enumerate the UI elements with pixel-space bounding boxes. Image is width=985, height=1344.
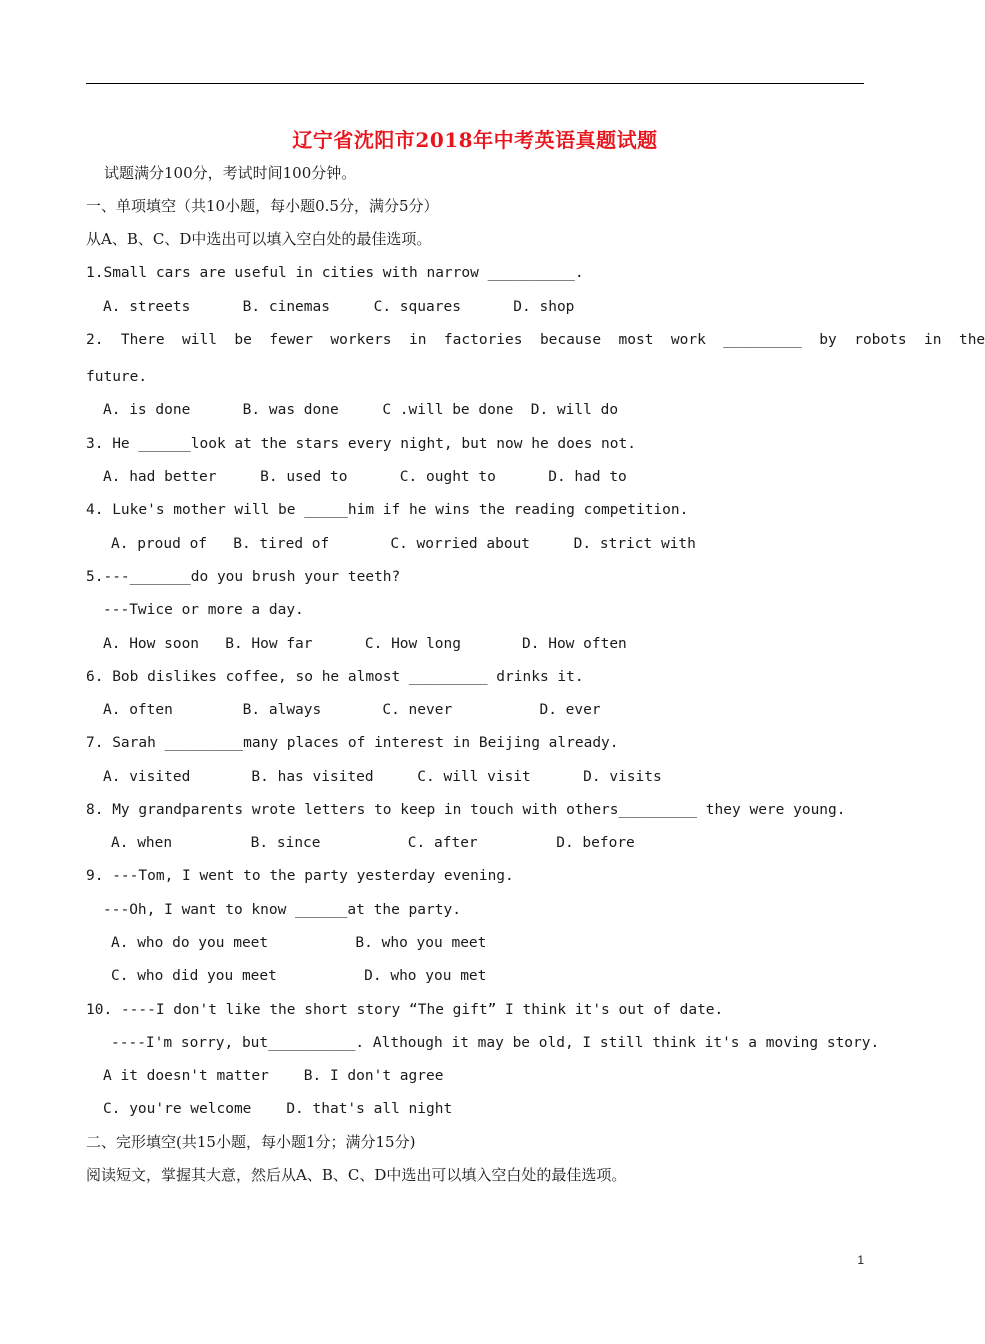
question-5-options: A. How soon B. How far C. How long D. How often xyxy=(103,636,627,652)
question-10-options-cd: C. you're welcome D. that's all night xyxy=(103,1101,453,1117)
section1-instruction: 从A、B、C、D中选出可以填入空白处的最佳选项。 xyxy=(86,230,432,248)
question-6-options: A. often B. always C. never D. ever xyxy=(103,702,601,718)
question-10: 10. ----I don't like the short story “The gift” I think it's out of date. xyxy=(86,1002,724,1018)
question-7-options: A. visited B. has visited C. will visit D. visits xyxy=(103,769,662,785)
question-5: 5.---_______do you brush your teeth? xyxy=(86,569,401,585)
section1-header: 一、单项填空（共10小题，每小题0.5分，满分5分） xyxy=(86,197,439,215)
question-5-reply: ---Twice or more a day. xyxy=(103,602,304,618)
page-title: 辽宁省沈阳市2018年中考英语真题试题 xyxy=(292,128,658,152)
question-8: 8. My grandparents wrote letters to keep in touch with others_________ they were young. xyxy=(86,802,846,818)
question-9-reply: ---Oh, I want to know ______at the party. xyxy=(103,902,461,918)
question-3-options: A. had better B. used to C. ought to D. had to xyxy=(103,469,627,485)
question-10-reply: ----I'm sorry, but__________. Although it may be old, I still think it's a moving story. xyxy=(111,1035,880,1051)
question-4-options: A. proud of B. tired of C. worried about D. strict with xyxy=(111,536,696,552)
page-number: 1 xyxy=(857,1253,864,1267)
question-2-continued: future. xyxy=(86,369,148,385)
question-8-options: A. when B. since C. after D. before xyxy=(111,835,635,851)
exam-intro: 试题满分100分，考试时间100分钟。 xyxy=(104,164,357,182)
question-1: 1.Small cars are useful in cities with narrow __________. xyxy=(86,265,584,281)
question-6: 6. Bob dislikes coffee, so he almost _________ drinks it. xyxy=(86,669,584,685)
header-rule xyxy=(86,83,864,84)
question-2-options: A. is done B. was done C .will be done D. will do xyxy=(103,402,619,418)
section2-instruction: 阅读短文，掌握其大意，然后从A、B、C、D中选出可以填入空白处的最佳选项。 xyxy=(86,1166,627,1184)
question-1-options: A. streets B. cinemas C. squares D. shop xyxy=(103,299,575,315)
question-3: 3. He ______look at the stars every night, but now he does not. xyxy=(86,436,636,452)
question-9-options-ab: A. who do you meet B. who you meet xyxy=(111,935,487,951)
question-7: 7. Sarah _________many places of interest in Beijing already. xyxy=(86,735,619,751)
question-9: 9. ---Tom, I went to the party yesterday evening. xyxy=(86,868,514,884)
question-10-options-ab: A it doesn't matter B. I don't agree xyxy=(103,1068,444,1084)
section2-header: 二、完形填空(共15小题，每小题1分；满分15分) xyxy=(86,1133,416,1151)
question-9-options-cd: C. who did you meet D. who you met xyxy=(111,968,487,984)
question-4: 4. Luke's mother will be _____him if he wins the reading competition. xyxy=(86,502,689,518)
question-2: 2. There will be fewer workers in factories because most work _________ by robots in the xyxy=(86,332,985,348)
